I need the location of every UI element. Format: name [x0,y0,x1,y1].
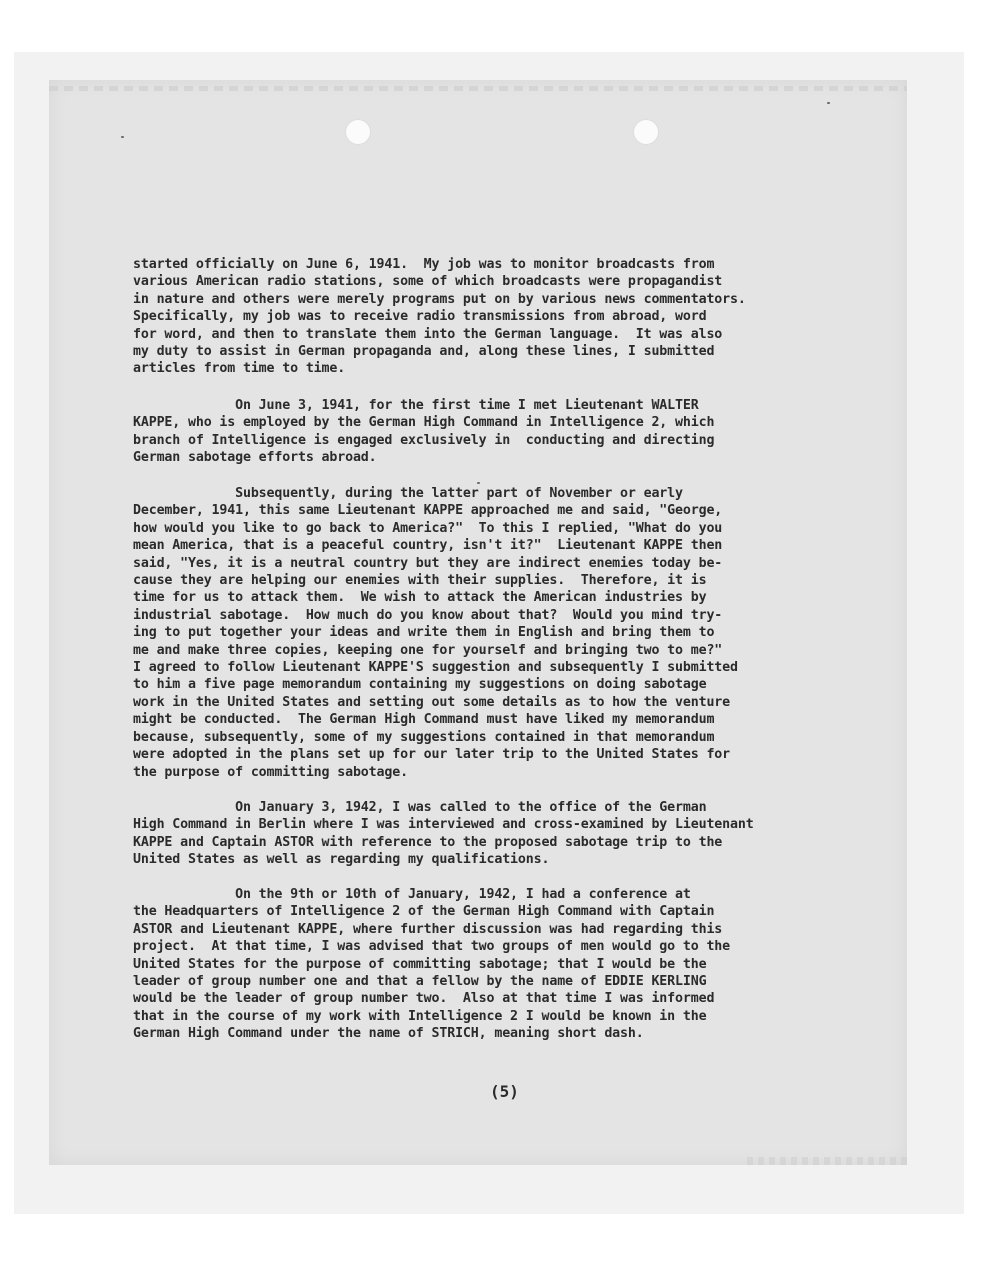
punch-hole-right [634,120,658,144]
paragraph: On the 9th or 10th of January, 1942, I had a conference at the Headquarters of Intelligence 2 of the German High Command with Captain ASTOR and Lieutenant KAPPE, where further discussion was had regarding this project. At that time, I was advised that two groups of men would go to the United States for the purpose of committing sabotage; that I would be the leader of group number one and that a fellow by the name of EDDIE KERLING would be the leader of group number two. Also at that time I was informed that in the course of my work with Intelligence 2 I would be known in the German High Command under the name of STRICH, meaning short dash. [133,887,731,1042]
paragraph: started officially on June 6, 1941. My job was to monitor broadcasts from various American radio stations, some of which broadcasts were propagandist in nature and others were merely programs put on by various news commentators. Specifically, my job was to receive radio transmissions from abroad, word for word, and then to translate them into the German language. It was also my duty to assist in German propaganda and, along these lines, I submitted articles from time to time. [133,257,746,377]
scan-speck [477,482,480,484]
typewritten-page [49,80,907,1165]
paragraph: On June 3, 1941, for the first time I met Lieutenant WALTER KAPPE, who is employed by the German High Command in Intelligence 2, which branch of Intelligence is engaged exclusively in conducting and directing German sabotage efforts abroad. [133,398,715,466]
scan-speck [827,102,830,104]
paragraph: Subsequently, during the latter part of November or early December, 1941, this same Lieutenant KAPPE approached me and said, "George, how would you like to go back to America?" To this I replied, "What do you mean America, that is a peaceful country, isn't it?" Lieutenant KAPPE then said, "Yes, it is a neutral country but they are indirect enemies today be- cause they are helping our enemies with their supplies. Therefore, it is time for us to attack them. We wish to attack the American industries by industrial sabotage. How much do you know about that? Would you mind try- ing to put together your ideas and write them in English and bring them to me and make three copies, keeping one for yourself and bringing two to me?" I agreed to follow Lieutenant KAPPE'S suggestion and subsequently I submitted to him a five page memorandum containing my suggestions on doing sabotage work in the United States and setting out some details as to how the venture might be conducted. The German High Command must have liked my memorandum because, subsequently, some of my suggestions contained in that memorandum were adopted in the plans set up for our later trip to the United States for the purpose of committing sabotage. [133,486,738,780]
paragraph: On January 3, 1942, I was called to the office of the German High Command in Berlin where I was interviewed and cross-examined by Lieutenant KAPPE and Captain ASTOR with reference to the proposed sabotage trip to the United States as well as regarding my qualifications. [133,800,754,868]
scan-speck [121,136,124,138]
page-number: (5) [490,1082,519,1101]
punch-hole-left [346,120,370,144]
